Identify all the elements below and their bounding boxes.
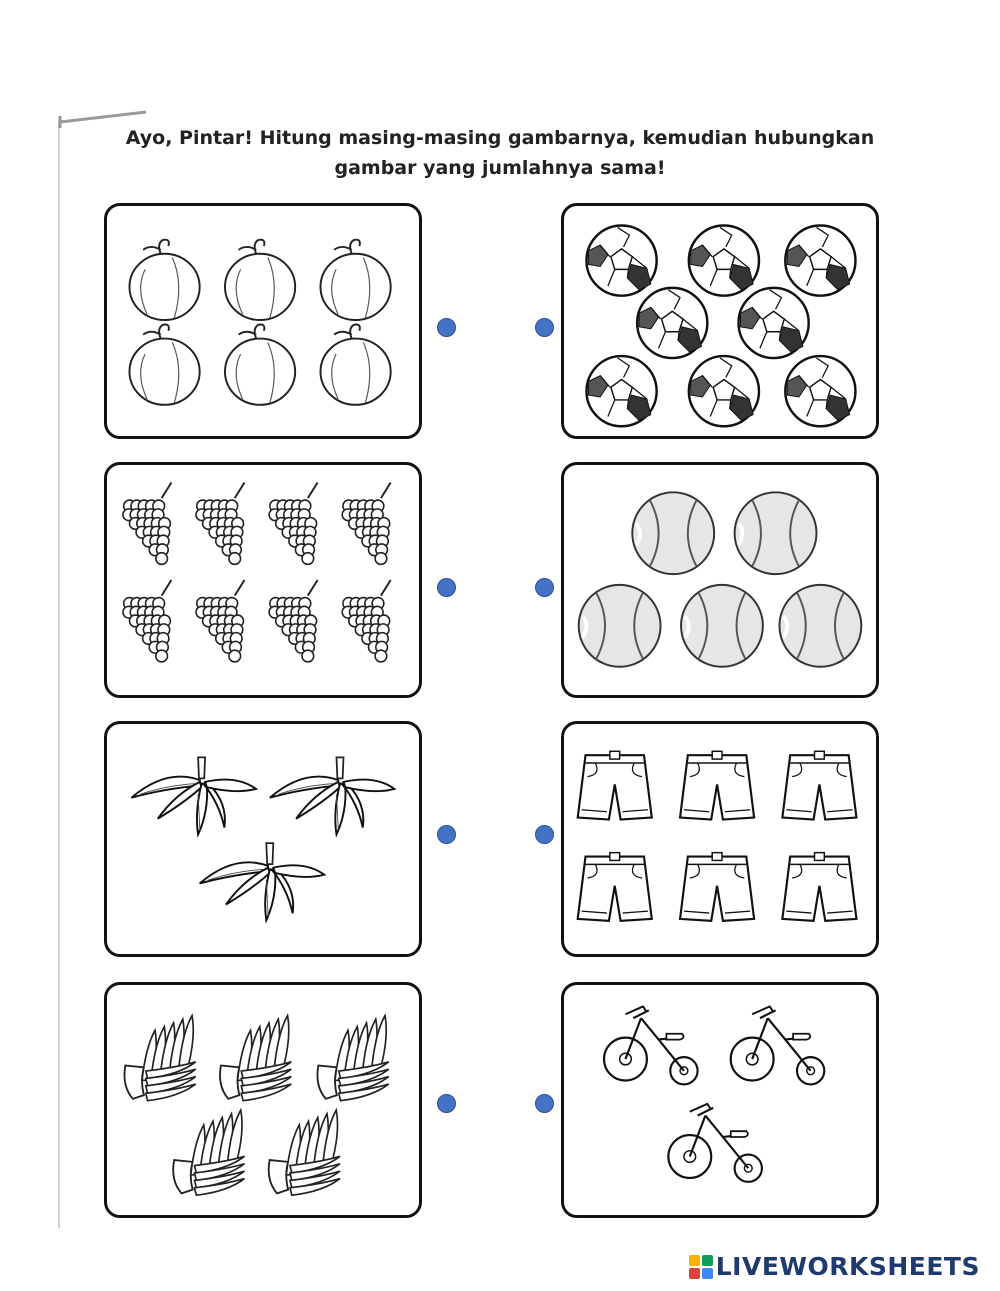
right-box-shorts	[561, 721, 879, 957]
grapes-icon	[123, 580, 171, 662]
left-match-dot-4[interactable]	[437, 1094, 456, 1113]
grapes-icon	[123, 483, 171, 565]
tricycle-icon	[731, 1006, 825, 1084]
petai-group	[107, 724, 419, 954]
right-match-dot-3[interactable]	[535, 825, 554, 844]
shorts-icon	[782, 751, 856, 819]
tennis-ball-icon	[735, 492, 817, 574]
sheet-edge	[58, 118, 60, 1228]
soccer-ball-icon	[689, 356, 759, 426]
coconut-group	[107, 206, 419, 436]
grapes-icon	[196, 483, 244, 565]
tricycle-group	[564, 985, 876, 1215]
right-match-dot-4[interactable]	[535, 1094, 554, 1113]
petai-icon	[200, 843, 325, 920]
brand-name: LIVEWORKSHEETS	[715, 1252, 980, 1281]
grapes-icon	[269, 580, 317, 662]
left-box-grapes	[104, 462, 422, 698]
tennis-ball-icon	[579, 585, 661, 667]
shorts-icon	[578, 751, 652, 819]
soccer-ball-icon	[739, 288, 809, 358]
coconut-icon	[129, 240, 199, 320]
shorts-icon	[578, 853, 652, 921]
grapes-icon	[342, 580, 390, 662]
tennis-ball-group	[564, 465, 876, 695]
grapes-group	[107, 465, 419, 695]
left-match-dot-2[interactable]	[437, 578, 456, 597]
banana-icon	[269, 1110, 340, 1195]
instruction-line-1: Ayo, Pintar! Hitung masing-masing gambarnya, kemudian hubungkan	[125, 127, 875, 149]
tennis-ball-icon	[779, 585, 861, 667]
left-box-coconuts	[104, 203, 422, 439]
soccer-ball-icon	[637, 288, 707, 358]
tricycle-icon	[668, 1104, 762, 1182]
soccer-ball-icon	[785, 356, 855, 426]
soccer-ball-icon	[586, 356, 656, 426]
left-match-dot-3[interactable]	[437, 825, 456, 844]
tennis-ball-icon	[632, 492, 714, 574]
soccer-ball-group	[564, 206, 876, 436]
shorts-icon	[782, 853, 856, 921]
left-box-petai	[104, 721, 422, 957]
right-box-tennis-balls	[561, 462, 879, 698]
right-match-dot-2[interactable]	[535, 578, 554, 597]
grapes-icon	[269, 483, 317, 565]
soccer-ball-icon	[785, 225, 855, 295]
tennis-ball-icon	[681, 585, 763, 667]
banana-icon	[220, 1016, 291, 1101]
left-match-dot-1[interactable]	[437, 318, 456, 337]
right-match-dot-1[interactable]	[535, 318, 554, 337]
liveworksheets-brand	[689, 1252, 980, 1281]
grapes-icon	[342, 483, 390, 565]
soccer-ball-icon	[689, 225, 759, 295]
coconut-icon	[225, 325, 295, 405]
coconut-icon	[321, 325, 391, 405]
right-box-tricycles	[561, 982, 879, 1218]
right-box-soccer-balls	[561, 203, 879, 439]
petai-icon	[131, 757, 256, 834]
grapes-icon	[196, 580, 244, 662]
tricycle-icon	[604, 1006, 698, 1084]
left-box-bananas	[104, 982, 422, 1218]
banana-icon	[173, 1110, 244, 1195]
coconut-icon	[225, 240, 295, 320]
banana-icon	[317, 1016, 388, 1101]
petai-icon	[270, 757, 395, 834]
banana-group	[107, 985, 419, 1215]
soccer-ball-icon	[586, 225, 656, 295]
coconut-icon	[321, 240, 391, 320]
instruction-line-2: gambar yang jumlahnya sama!	[334, 157, 666, 179]
shorts-group	[564, 724, 876, 954]
coconut-icon	[129, 325, 199, 405]
banana-icon	[124, 1016, 195, 1101]
shorts-icon	[680, 853, 754, 921]
liveworksheets-logo-icon	[689, 1255, 713, 1279]
shorts-icon	[680, 751, 754, 819]
